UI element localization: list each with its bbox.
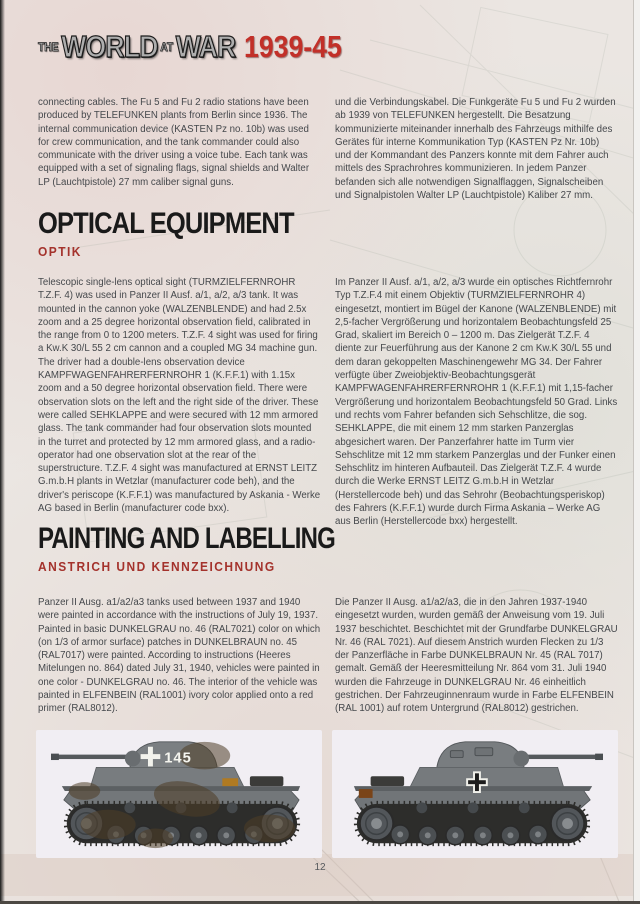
logo-the: THE <box>38 40 59 54</box>
tank-illustrations <box>36 730 618 858</box>
optical-section <box>38 276 618 529</box>
painting-subtitle: ANSTRICH UND KENNZEICHNUNG <box>38 559 276 574</box>
painting-title: PAINTING AND LABELLING <box>38 522 336 555</box>
logo-at: AT <box>160 40 174 54</box>
optical-title: OPTICAL EQUIPMENT <box>38 207 294 240</box>
painting-section-header <box>38 524 409 574</box>
series-logo <box>38 31 342 62</box>
page-number: 12 <box>314 862 326 873</box>
panzer-ii-camo-drawing <box>36 730 322 858</box>
painting-paragraph-english: Panzer II Ausg. a1/a2/a3 tanks used between 1937 and 1940 were painted in accordance with the instructions of July 19, 1937. Painted in basic DUNKELGRAU no. 46 (RAL7021) color on which (on 1/3 of armor surface) patches in DUNKELBRAUN no. 45 (RAL7017) were painted. According to instructions (Heeres Mitelungen no. 864) dated July 31, 1940, vehicles were painted in one color - DUNKELGRAU no. 46. The interior of the vehicle was painted in ELFENBEIN (RAL1001) ivory color applied onto a red primer (RAL8012). <box>38 597 321 715</box>
intro-section <box>38 96 618 202</box>
optical-paragraph-german: Im Panzer II Ausf. a/1, a/2, a/3 wurde ein optisches Richtfernrohr Typ T.Z.F.4 mit einem Objektiv (TURMZIELFERNROHR 4) eingesetzt, montiert im Bügel der Kanone (WALZENBLENDE) mit 2,5-facher Vergrößerung und horizontalem Beobachtungsfeld 25 Grad, skaliert im Bereich 0 – 1200 m. Das Zielgerät T.Z.F. 4 diente zur Feuerführung aus der Kanone 2 cm Kw.K 30/L 55 und dem daran gekoppelten Maschinengewehr MG 34. Der Fahrer verfügte über Zweiobjektiv-Beobachtungsgerät KAMPFWAGENFAHRERFERNROHR 1 (K.F.F.1) mit 1,15-facher Vergrößerung und horizontalem Beobachtungsfeld 50 Grad. Links und rechts vom Fahrer befanden sich Sehschlitze, die sog. SEHKLAPPE, die mit einem 12 mm starken Panzerglas abgesichert waren. Der Panzerfahrer hatte im Turm vier Sehschlitze mit 12 mm starkem Panzerglas und der Funker einen Sehschlitz im hinteren Aufbauteil. Das Zielgerät T.Z.F. 4 wurde durch die Werke ERNST LEITZ G.m.b.H in Wetzlar (Herstellercode beh) und das Sehrohr (Beobachtungsperiskop) des Fahrers (K.F.F.1) wurde durch Firma Askania – Werke AG aus Berlin (Herstellercode bxx) hergestellt. <box>335 277 618 528</box>
tank-illustration-camouflage <box>36 730 322 858</box>
scan-edge-left <box>0 0 5 904</box>
logo-world: WORLD <box>61 29 158 64</box>
optical-paragraph-english: Telescopic single-lens optical sight (TURMZIELFERNROHR T.Z.F. 4) was used in Panzer II Ausf. a/1, a/2, a/3 tank. It was mounted in the cannon yoke (WALZENBLENDE) and had 2.5x zoom and a 25 degree horizontal observation field, calibrated in the range from 0 to 1200 meters. T.Z.F. 4 sight was used for firing a Kw.K 30/L 55 2 cm cannon and a coupled MG 34 machine gun. The driver had a double-lens observation device KAMPFWAGENFAHRERFERNROHR 1 (K.F.F.1) with 1.15x zoom and a 50 degree horizontal observation field. There were observation slots on the left and the right side of the driver. These were called SEHKLAPPE and were secured with 12 mm armored glass. The tank commander had four observation slots mounted in the turret and protected by 12 mm armored glass, and a radio-operator had one observation slot at the rear of the superstructure. T.Z.F. 4 sight was manufactured at ERNST LEITZ G.m.b.H plants in Wetzlar (manufacturer code beh), and the driver's periscope (K.F.F.1) was manufactured by Askania - Werke AG based in Berlin (manufacturer code bxx). <box>38 277 321 515</box>
intro-paragraph-english: connecting cables. The Fu 5 and Fu 2 radio stations have been produced by TELEFUNKEN plants from Berlin since 1936. The internal communication device (KASTEN Pz no. 10b) was used for crew communication, and the tank commander could also communicate with the driver using a voice tube. Each tank was equipped with a set of signaling flags, signal shields and Walter LP (Lauchtpistole) 27 mm caliber signal guns. <box>38 97 310 188</box>
turret-number-marking: 145 <box>164 750 192 767</box>
logo-years: 1939-45 <box>243 29 342 64</box>
tank-illustration-dunkelgrau <box>332 730 618 858</box>
logo-war: WAR <box>175 29 236 64</box>
painting-paragraph-german: Die Panzer II Ausg. a1/a2/a3, die in den Jahren 1937-1940 eingesetzt wurden, wurden gemäß der Anweisung vom 19. Juli 1937 beschichtet. Beschichtet mit der Grundfarbe DUNKELGRAU Nr. 46 (RAL 7021). Auf diesem Anstrich wurden Flecken zu 1/3 der Panzerfläche in Farbe DUNKELBRAUN Nr. 45 (RAL 7017) gemalt. Gemäß der Heeresmitteilung Nr. 864 vom 31. Juli 1940 wurden die Fahrzeuge in DUNKELGRAU Nr. 46 einheitlich gestrichen. Der Fahrzeuginnenraum wurde in Farbe ELFENBEIN (RAL 1001) auf rotem Untergrund (RAL8012) gestrichen. <box>335 597 618 715</box>
optical-subtitle: OPTIK <box>38 244 82 259</box>
panzer-ii-gray-drawing <box>332 730 618 858</box>
scan-edge-right <box>633 0 640 904</box>
optical-section-header <box>38 209 339 259</box>
painting-section <box>38 596 618 716</box>
intro-paragraph-german: und die Verbindungskabel. Die Funkgeräte Fu 5 und Fu 2 wurden ab 1939 von TELEFUNKEN hergestellt. Die Besatzung kommunizierte miteinander innerhalb des Fahrzeugs mithilfe des Gerätes für interne Kommunikation Typ (KASTEN Pz Nr. 10b) und der Kommandant des Panzers konnte mit dem Fahrer auch mittels des Sprachrohres kommunizieren. In jedem Panzer befanden sich alle notwendigen Signalflaggen, Signalscheiben und Signalpistolen Walter LP (Lauchtpistole) Kaliber 27 mm. <box>335 97 616 202</box>
